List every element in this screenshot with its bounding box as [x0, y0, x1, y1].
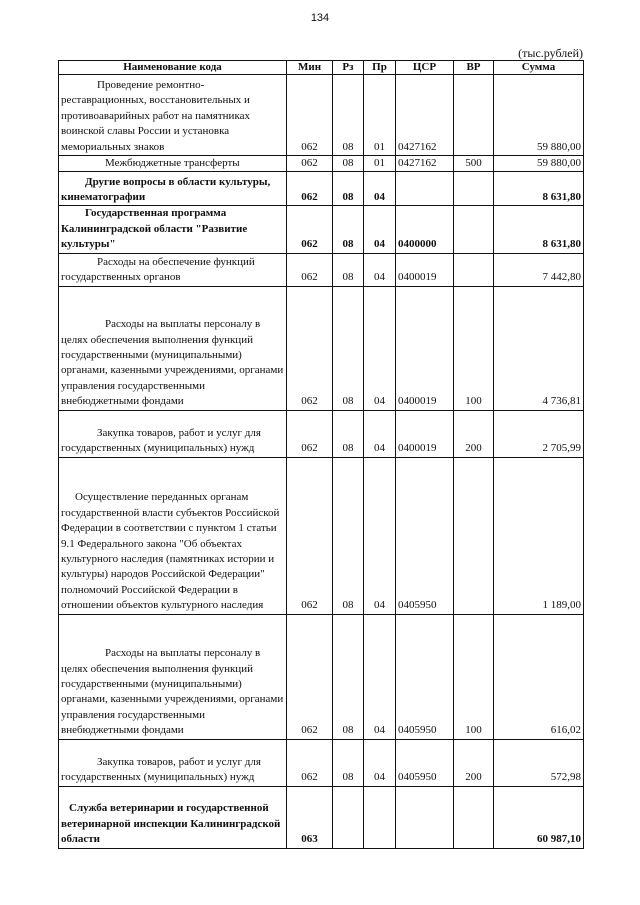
row-vr: 200	[454, 410, 494, 457]
row-csr: 0400019	[396, 286, 454, 410]
table-row	[59, 286, 584, 410]
header-pr: Пр	[364, 61, 396, 75]
row-vr: 200	[454, 739, 494, 786]
header-csr: ЦСР	[396, 61, 454, 75]
table-row	[59, 172, 584, 206]
row-sum: 572,98	[494, 739, 584, 786]
row-rz: 08	[333, 457, 364, 614]
row-vr	[454, 206, 494, 253]
table-row	[59, 206, 584, 253]
row-min: 062	[287, 457, 333, 614]
row-csr	[396, 786, 454, 848]
row-rz: 08	[333, 156, 364, 172]
row-vr	[454, 75, 494, 156]
row-sum: 2 705,99	[494, 410, 584, 457]
row-name: Служба ветеринарии и государственной ветеринарной инспекции Калининградской области	[59, 786, 287, 848]
row-min: 062	[287, 75, 333, 156]
row-csr: 0400019	[396, 253, 454, 286]
row-sum: 7 442,80	[494, 253, 584, 286]
row-sum: 8 631,80	[494, 206, 584, 253]
table-row	[59, 739, 584, 786]
row-vr	[454, 253, 494, 286]
row-csr: 0427162	[396, 156, 454, 172]
row-rz: 08	[333, 172, 364, 206]
row-pr: 04	[364, 739, 396, 786]
row-csr: 0427162	[396, 75, 454, 156]
row-csr: 0405950	[396, 457, 454, 614]
page-number: 134	[310, 12, 330, 24]
table-row	[59, 253, 584, 286]
row-min: 062	[287, 614, 333, 739]
row-min: 062	[287, 156, 333, 172]
row-name: Государственная программа Калининградской области "Развитие культуры"	[59, 206, 287, 253]
row-csr: 0400019	[396, 410, 454, 457]
row-pr: 01	[364, 156, 396, 172]
row-rz: 08	[333, 253, 364, 286]
row-pr: 01	[364, 75, 396, 156]
row-name: Закупка товаров, работ и услуг для государственных (муниципальных) нужд	[59, 739, 287, 786]
row-sum: 8 631,80	[494, 172, 584, 206]
header-vr: ВР	[454, 61, 494, 75]
row-vr	[454, 172, 494, 206]
row-min: 062	[287, 206, 333, 253]
row-pr: 04	[364, 286, 396, 410]
row-pr	[364, 786, 396, 848]
row-pr: 04	[364, 410, 396, 457]
header-rz: Рз	[333, 61, 364, 75]
row-name: Проведение ремонтно-реставрационных, восстановительных и противоаварийных работ на памятниках воинской славы России и установка мемориальных знаков	[59, 75, 287, 156]
row-rz	[333, 786, 364, 848]
table-row	[59, 410, 584, 457]
row-pr: 04	[364, 253, 396, 286]
row-csr	[396, 172, 454, 206]
row-rz: 08	[333, 739, 364, 786]
header-sum: Сумма	[494, 61, 584, 75]
table-row	[59, 156, 584, 172]
row-sum: 60 987,10	[494, 786, 584, 848]
row-sum: 59 880,00	[494, 75, 584, 156]
row-name: Осуществление переданных органам государственной власти субъектов Российской Федерации в соответствии с пунктом 1 статьи 9.1 Федерального закона "Об объектах культурного наследия (памятниках истории и культуры) народов Российской Федерации" полномочий Российской Федерации в отношении объектов культурного наследия	[59, 457, 287, 614]
table-row	[59, 457, 584, 614]
row-vr: 500	[454, 156, 494, 172]
row-min: 062	[287, 739, 333, 786]
row-sum: 4 736,81	[494, 286, 584, 410]
row-vr	[454, 786, 494, 848]
row-pr: 04	[364, 457, 396, 614]
row-sum: 59 880,00	[494, 156, 584, 172]
row-min: 063	[287, 786, 333, 848]
units-label: (тыс.рублей)	[518, 46, 583, 60]
row-rz: 08	[333, 75, 364, 156]
table-row	[59, 614, 584, 739]
row-rz: 08	[333, 206, 364, 253]
row-csr: 0400000	[396, 206, 454, 253]
row-pr: 04	[364, 614, 396, 739]
row-name: Другие вопросы в области культуры, кинематографии	[59, 172, 287, 206]
row-pr: 04	[364, 172, 396, 206]
row-rz: 08	[333, 286, 364, 410]
row-vr: 100	[454, 286, 494, 410]
row-name: Расходы на обеспечение функций государственных органов	[59, 253, 287, 286]
row-rz: 08	[333, 614, 364, 739]
row-vr	[454, 457, 494, 614]
row-min: 062	[287, 253, 333, 286]
budget-table	[58, 60, 584, 849]
row-csr: 0405950	[396, 614, 454, 739]
row-name: Расходы на выплаты персоналу в целях обеспечения выполнения функций государственными (муниципальными) органами, казенными учреждениями, органами управления государственными внебюджетными фондами	[59, 286, 287, 410]
table-header-row	[59, 61, 584, 75]
row-min: 062	[287, 410, 333, 457]
row-vr: 100	[454, 614, 494, 739]
row-name: Закупка товаров, работ и услуг для государственных (муниципальных) нужд	[59, 410, 287, 457]
row-rz: 08	[333, 410, 364, 457]
row-csr: 0405950	[396, 739, 454, 786]
row-min: 062	[287, 286, 333, 410]
row-name: Межбюджетные трансферты	[59, 156, 287, 172]
table-row	[59, 786, 584, 848]
row-sum: 616,02	[494, 614, 584, 739]
header-name: Наименование кода	[59, 61, 287, 75]
table-row	[59, 75, 584, 156]
row-name: Расходы на выплаты персоналу в целях обеспечения выполнения функций государственными (муниципальными) органами, казенными учреждениями, органами управления государственными внебюджетными фондами	[59, 614, 287, 739]
row-pr: 04	[364, 206, 396, 253]
row-min: 062	[287, 172, 333, 206]
row-sum: 1 189,00	[494, 457, 584, 614]
header-min: Мин	[287, 61, 333, 75]
